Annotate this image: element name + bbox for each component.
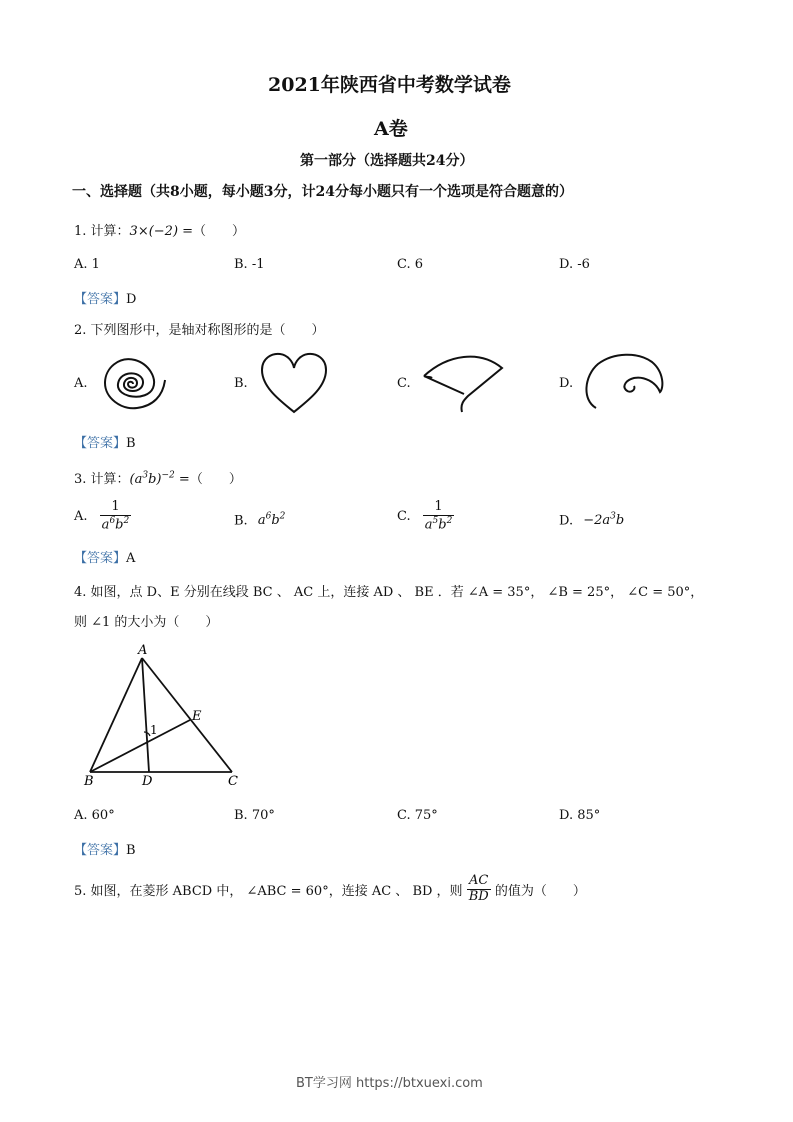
q3-option-c-frac: $\frac{1}{a^5b^2}$ <box>424 499 453 533</box>
q1-option-a: A. 1 <box>74 257 100 272</box>
q4-option-b: B. 70° <box>234 808 275 823</box>
q1-option-d: D. -6 <box>559 257 590 272</box>
q1-option-b: B. -1 <box>234 257 265 272</box>
q3-option-b: B. $a^6b^2$ <box>234 512 286 529</box>
question-5-stem: 5. 如图，在菱形 ABCD 中， ∠ABC = 60°，连接 AC 、 BD ，则 <box>74 883 463 899</box>
footer-watermark: BT学习网 https://btxuexi.com <box>296 1076 483 1091</box>
question-5-stem-post: 的值为（ ） <box>494 883 586 899</box>
q2-option-d-label: D. <box>559 376 574 391</box>
answer-tag: 【答案】 <box>74 292 127 307</box>
question-5 <box>74 874 586 905</box>
question-2-stem: 2. 下列图形中，是轴对称图形的是（ ） <box>74 323 325 338</box>
segment-be <box>90 720 190 772</box>
answer-tag: 【答案】 <box>74 843 127 858</box>
question-1-expr: 3×(−2) = <box>129 224 194 239</box>
q4-option-a: A. 60° <box>74 808 115 823</box>
label-angle-1: 1 <box>150 723 158 737</box>
question-3 <box>74 468 242 487</box>
paper-label: A卷 <box>374 118 408 140</box>
question-1-paren: （ ） <box>193 224 246 239</box>
q3-option-a-frac: $\frac{1}{a^6b^2}$ <box>101 499 130 533</box>
spiral-icon <box>97 350 169 414</box>
heart-icon <box>258 350 330 416</box>
question-1 <box>74 220 245 239</box>
q3-option-d: D. $-2a^3b$ <box>559 512 625 529</box>
label-e: E <box>192 709 202 724</box>
segment-ac <box>142 658 232 772</box>
question-3-stem: 3. 计算： <box>74 472 130 487</box>
answer-value: B <box>126 436 136 451</box>
q3-option-c: C. $\frac{1}{a^5b^2}$ <box>397 499 453 533</box>
segment-ad <box>142 658 149 772</box>
q2-option-a-label: A. <box>74 376 88 391</box>
q4-option-c: C. 75° <box>397 808 438 823</box>
label-c: C <box>228 774 238 789</box>
page-title: 2021年陕西省中考数学试卷 <box>268 74 511 96</box>
question-3-expr: $(a^3b)^{-2}$ = <box>129 470 190 487</box>
label-b: B <box>84 774 94 789</box>
q2-option-b-label: B. <box>234 376 248 391</box>
q3-answer <box>74 547 135 566</box>
question-5-frac: $\frac{AC}{BD}$ <box>468 873 489 904</box>
q1-answer <box>74 288 136 307</box>
answer-value: A <box>126 551 136 566</box>
answer-tag: 【答案】 <box>74 551 127 566</box>
label-d: D <box>142 774 153 789</box>
part-heading: 第一部分（选择题共24分） <box>300 153 474 169</box>
answer-value: D <box>126 292 137 307</box>
q4-answer <box>74 839 136 858</box>
q2-option-c-label: C. <box>397 376 411 391</box>
q3-option-a: A. $\frac{1}{a^6b^2}$ <box>74 499 130 533</box>
label-a: A <box>138 643 148 658</box>
segment-ab <box>90 658 142 772</box>
question-4-stem-line1: 4. 如图，点 D、E 分别在线段 BC 、 AC 上，连接 AD 、 BE ．若 ∠A = 35°， ∠B = 25°， ∠C = 50°， <box>74 585 704 600</box>
curl-icon <box>582 350 668 412</box>
answer-tag: 【答案】 <box>74 436 127 451</box>
q4-option-d: D. 85° <box>559 808 601 823</box>
triangle-figure <box>82 640 252 790</box>
answer-value: B <box>126 843 136 858</box>
question-1-stem: 1. 计算： <box>74 224 130 239</box>
question-4-stem-line2: 则 ∠1 的大小为（ ） <box>74 615 219 630</box>
fan-icon <box>420 348 506 416</box>
q1-option-c: C. 6 <box>397 257 424 272</box>
section-heading: 一、选择题（共8小题，每小题3分，计24分每小题只有一个选项是符合题意的） <box>72 184 573 200</box>
question-3-paren: （ ） <box>189 472 242 487</box>
q2-answer <box>74 432 136 451</box>
